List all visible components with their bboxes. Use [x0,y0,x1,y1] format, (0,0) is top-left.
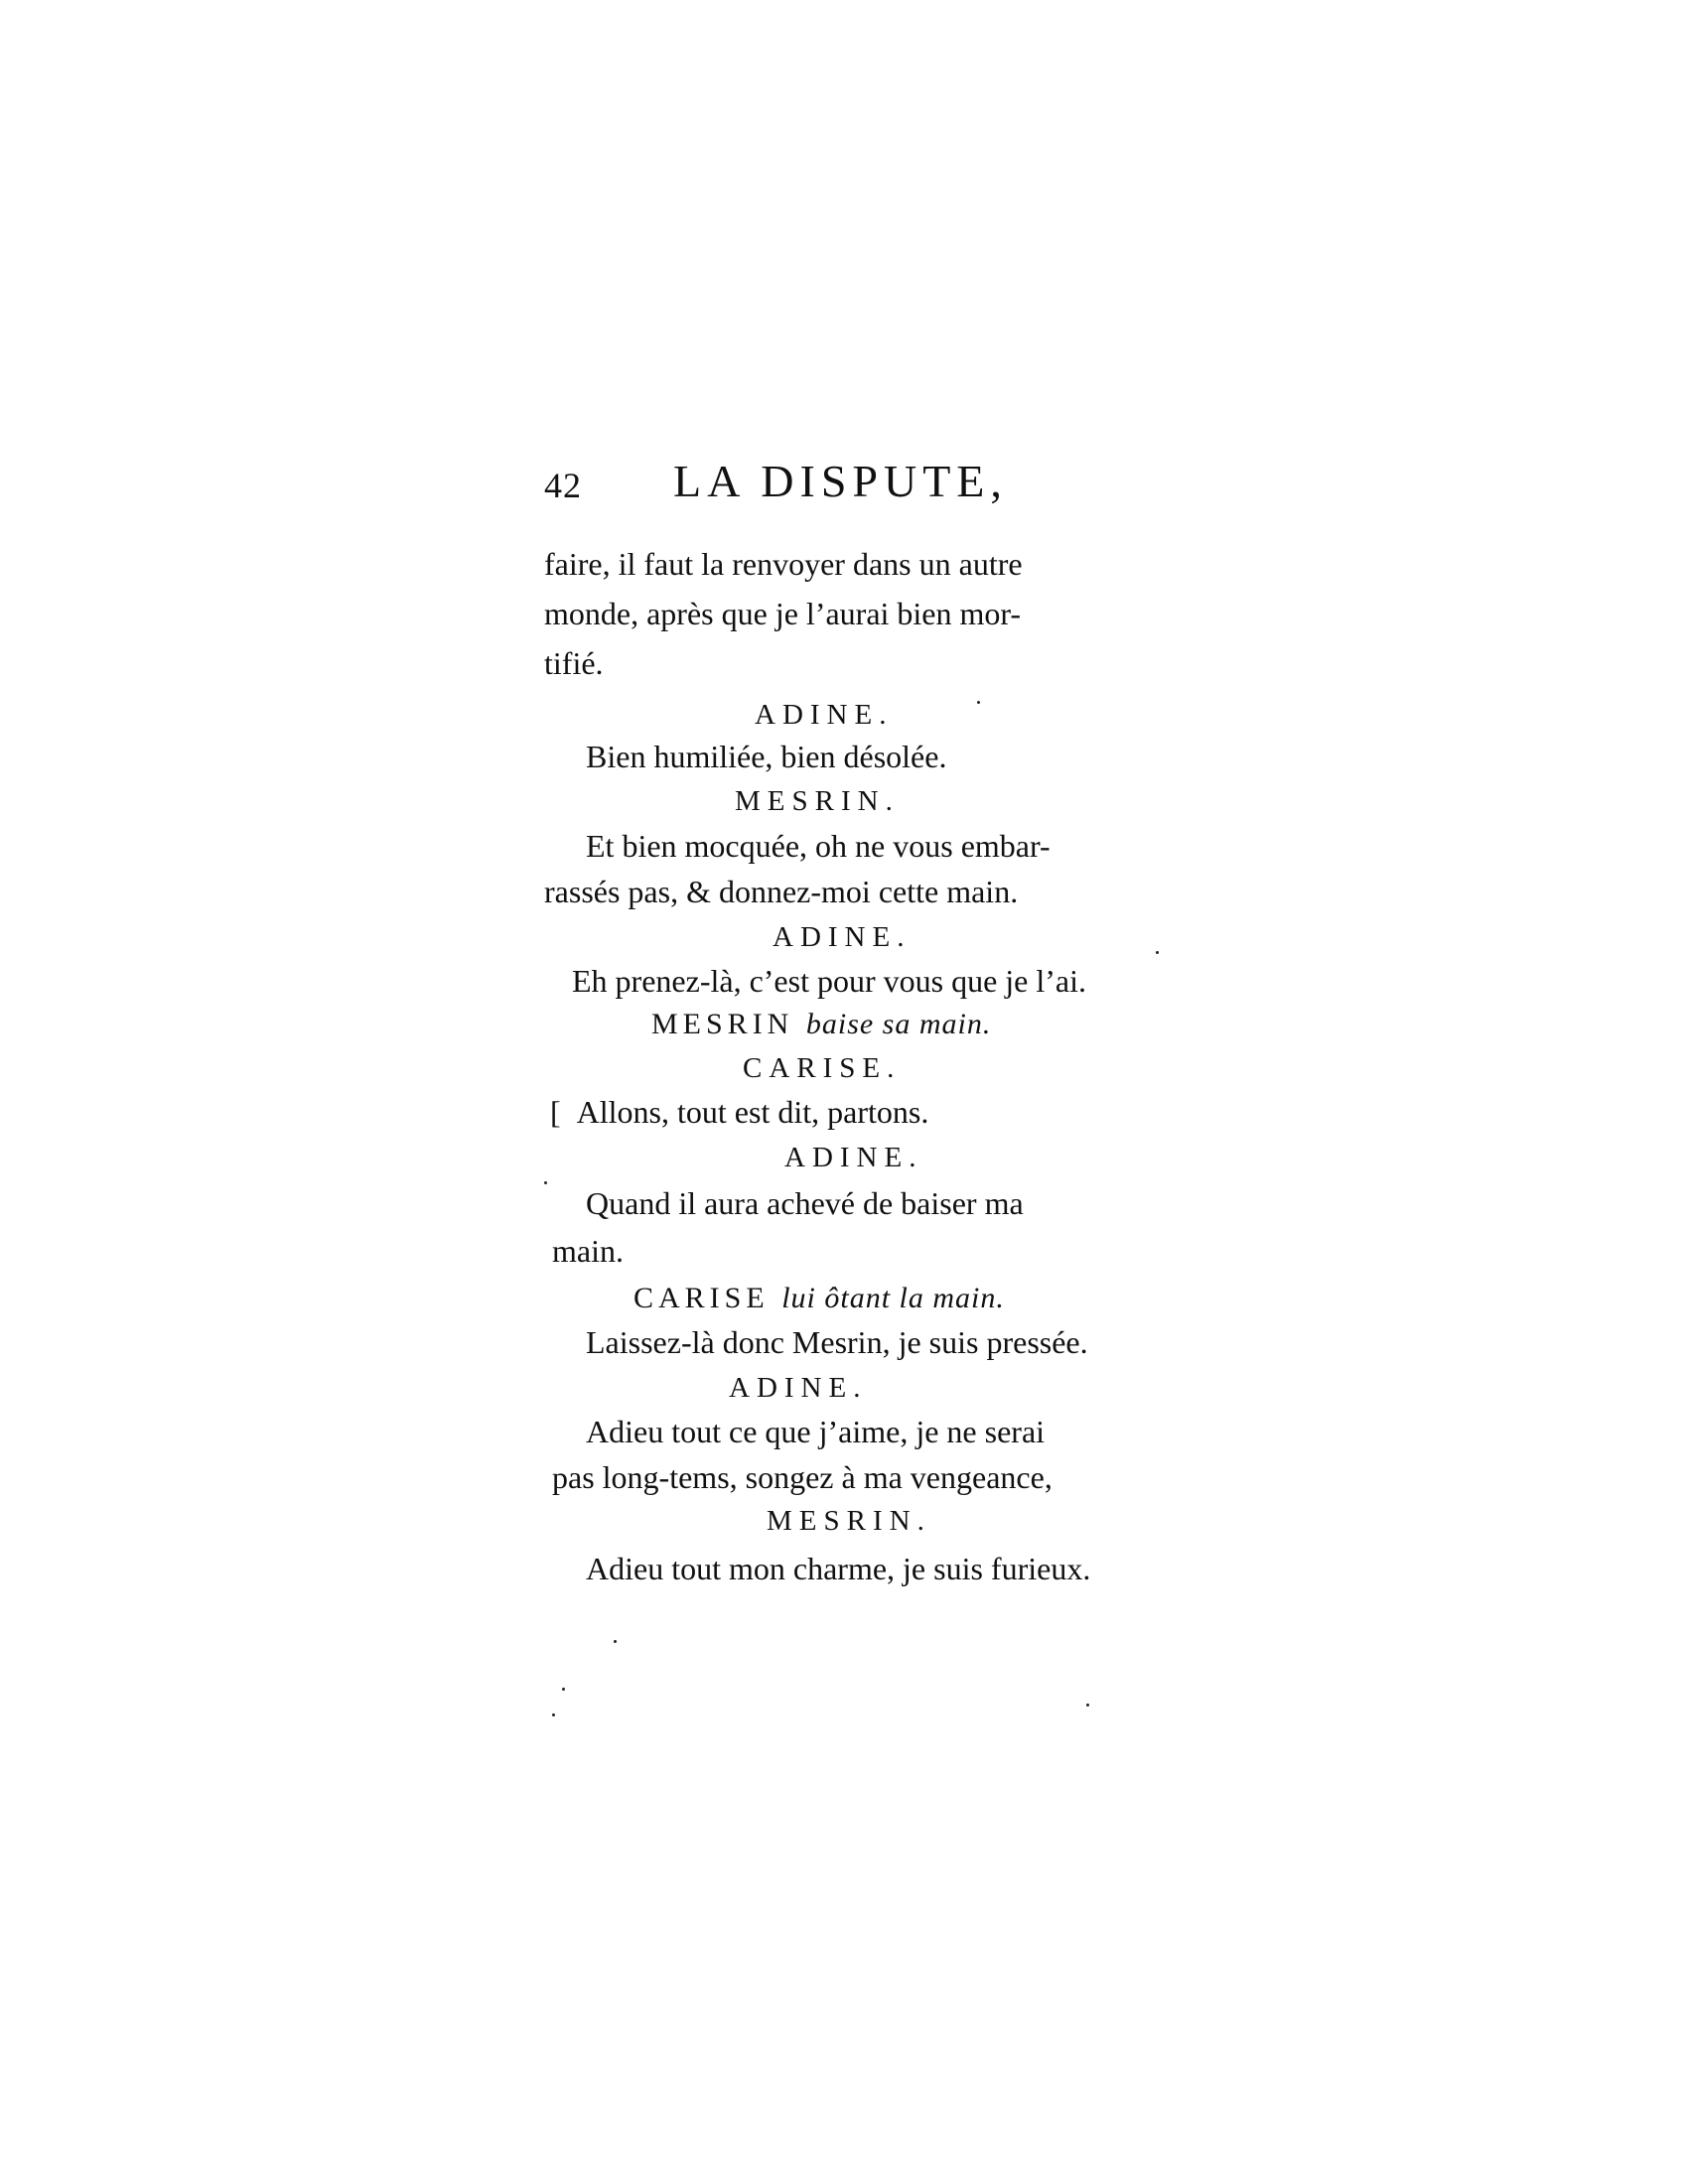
speaker-name: CARISE. [743,1052,902,1084]
speaker-name: ADINE. [755,699,894,731]
page-header [544,456,1008,506]
text-line: Adieu tout ce que j’aime, je ne serai [586,1414,1046,1449]
ink-speck [552,1713,555,1716]
stage-direction: baise sa main. [805,1008,992,1040]
ink-speck [1156,951,1159,954]
speaker-name: MESRIN. [735,785,900,817]
text-line: Adieu tout mon charme, je suis furieux. [586,1551,1091,1586]
text-line: pas long-tems, songez à ma vengeance, [552,1459,1053,1495]
text-line: Laissez-là donc Mesrin, je suis pressée. [586,1324,1088,1360]
page-number: 42 [544,466,582,505]
ink-speck [977,701,980,704]
text-line: Et bien mocquée, oh ne vous embar- [586,828,1051,864]
text-line: Eh prenez-là, c’est pour vous que je l’ai. [572,963,1087,999]
speaker-name: ADINE. [773,921,912,953]
text-line: Quand il aura achevé de baiser ma [586,1185,1024,1221]
speaker-name: MESRIN [651,1008,794,1040]
text-line [550,1092,928,1132]
text-line: rassés pas, & donnez-moi cette main. [544,874,1019,909]
stage-direction: lui ôtant la main. [781,1282,1005,1314]
speaker-name: ADINE. [729,1372,868,1404]
speaker-direction [633,1279,1005,1318]
text-line: Bien humiliée, bien désolée. [586,739,947,774]
ink-speck [1086,1704,1089,1706]
text-line-content: Allons, tout est dit, partons. [576,1094,929,1130]
speaker-direction [651,1005,991,1044]
text-line: main. [552,1233,624,1269]
ink-speck [544,1181,547,1184]
ink-speck [614,1640,617,1643]
ink-speck [562,1688,565,1691]
speaker-name: MESRIN. [767,1505,931,1537]
text-line: faire, il faut la renvoyer dans un autre [544,546,1023,582]
text-line: tifié. [544,645,604,681]
speaker-name: ADINE. [784,1142,923,1173]
speaker-name: CARISE [633,1282,770,1314]
text-line: monde, après que je l’aurai bien mor- [544,596,1022,631]
bracket-mark: [ [550,1094,561,1130]
running-title: LA DISPUTE, [673,456,1008,506]
